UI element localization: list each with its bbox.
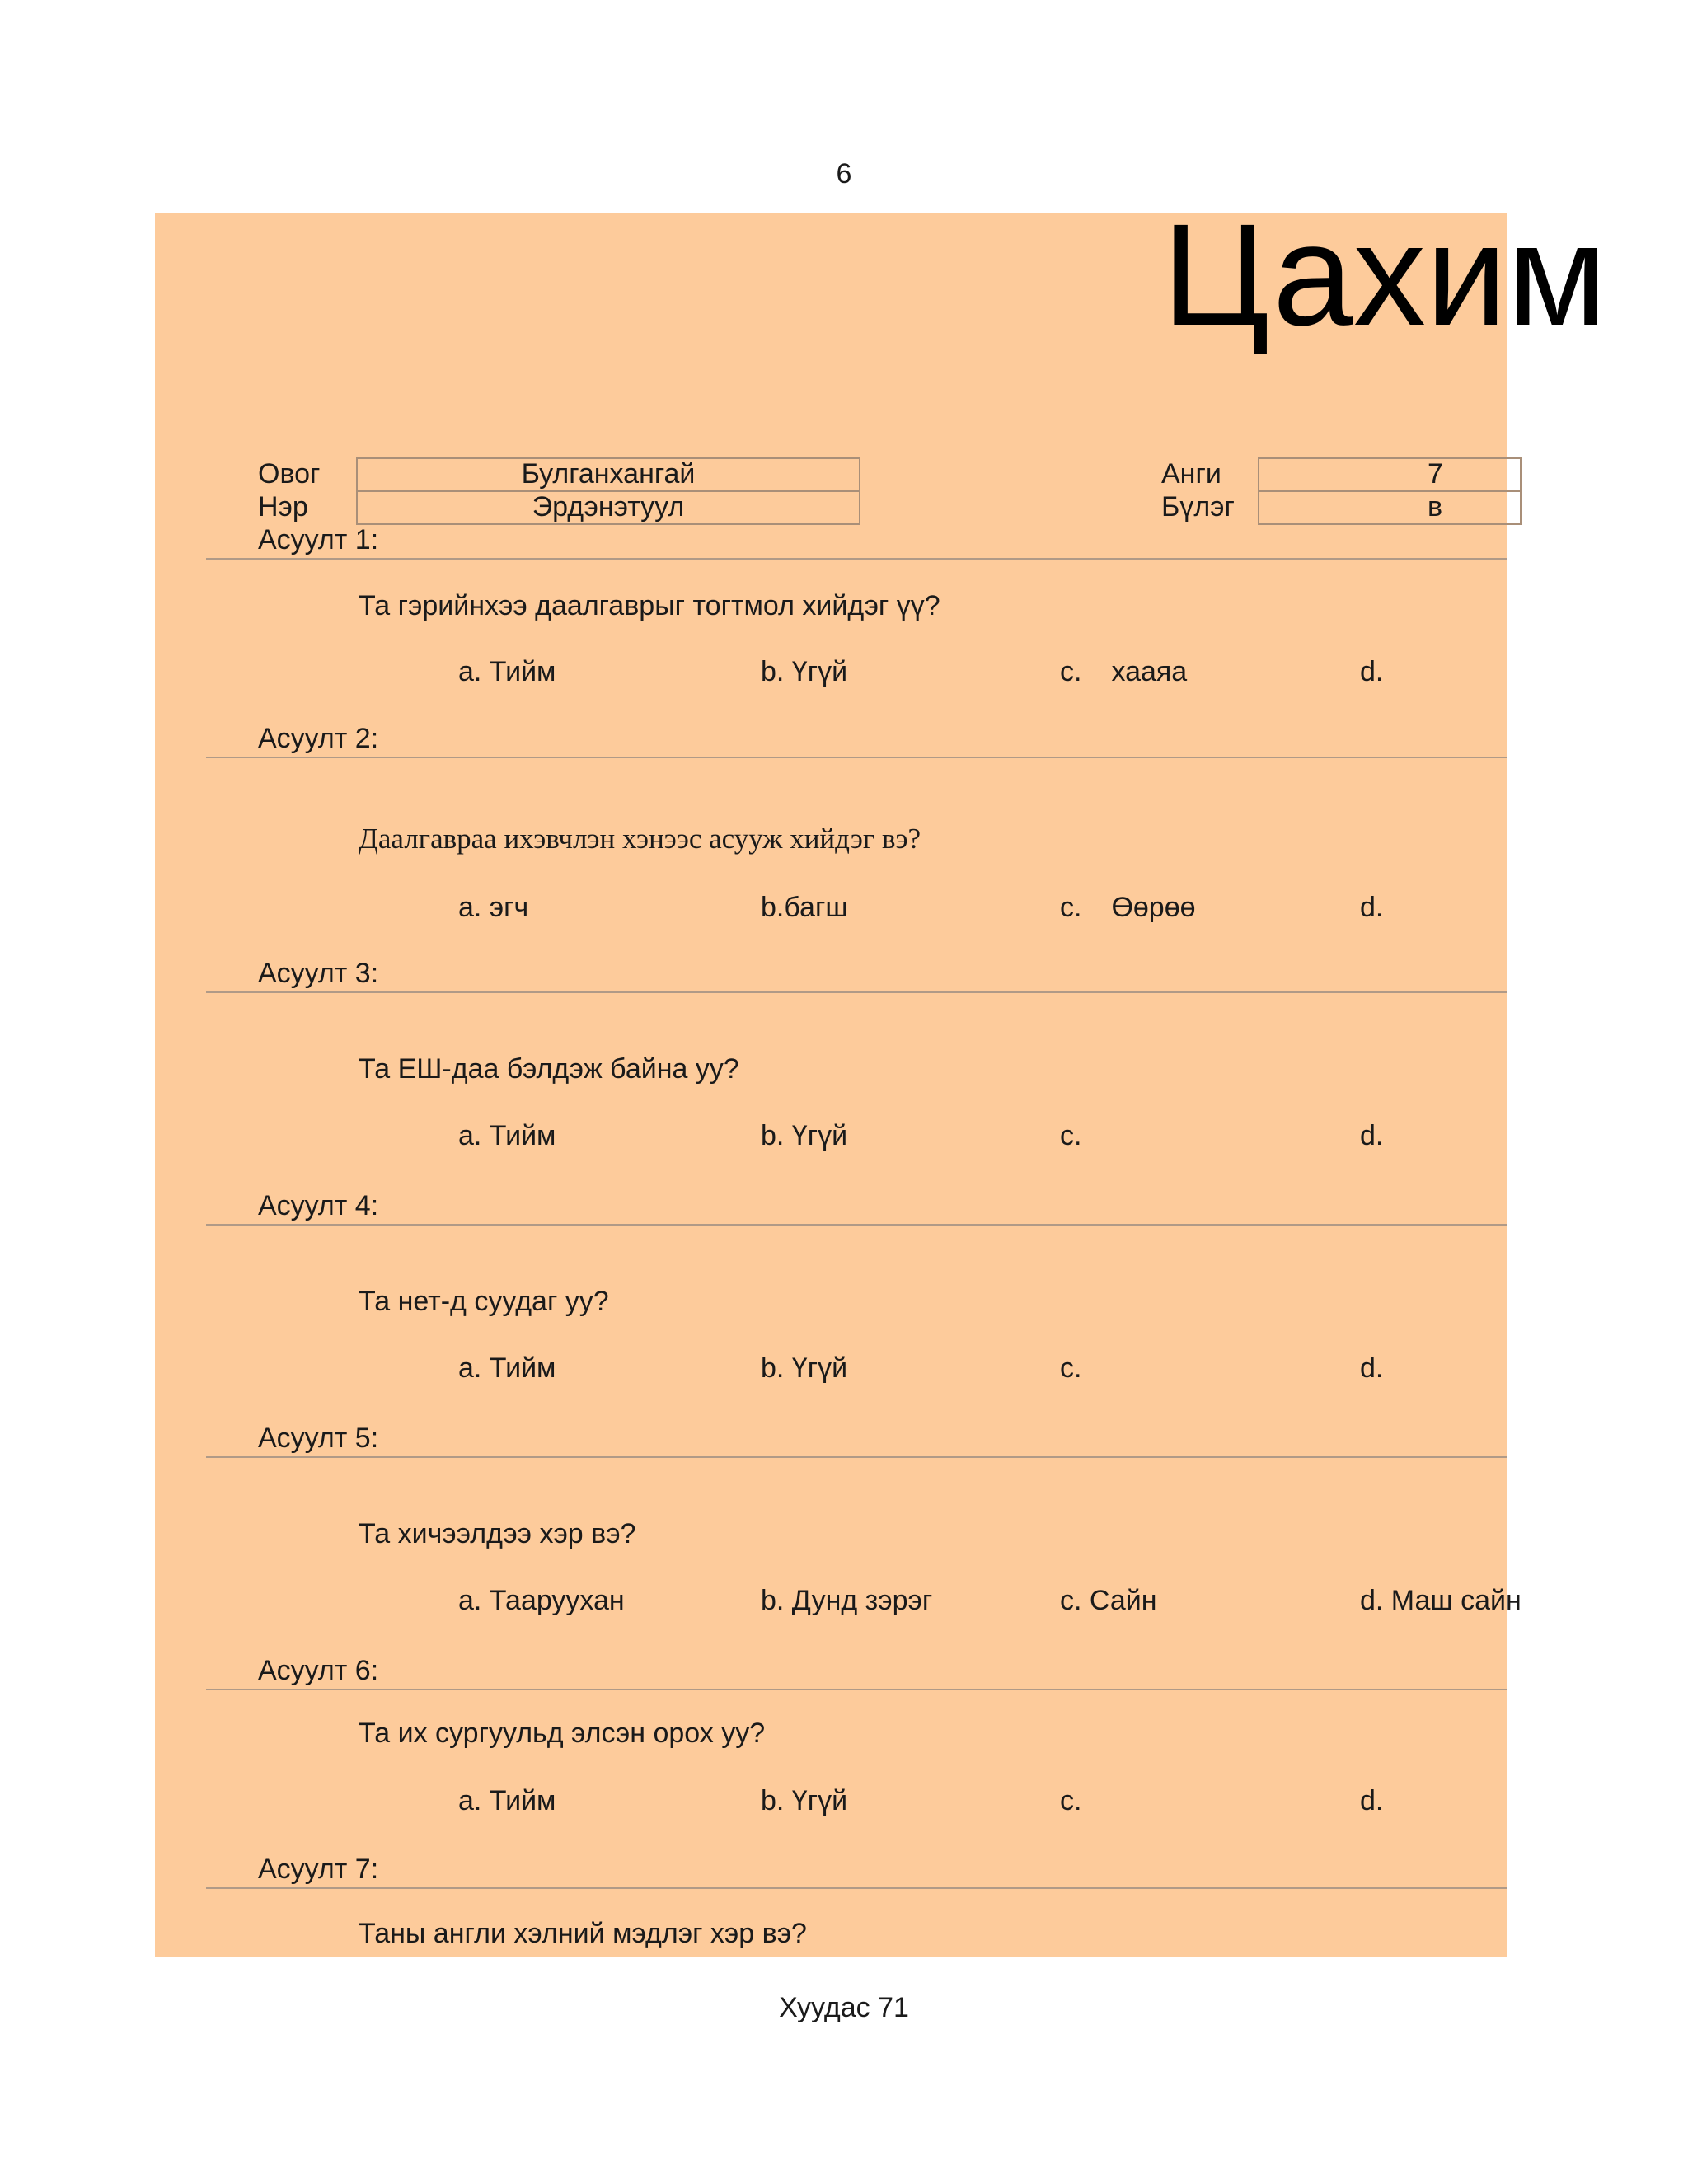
question-7: [155, 1853, 1507, 2083]
question-text: Даалгавраа ихэвчлэн хэнээс асууж хийдэг вэ?: [359, 823, 921, 855]
divider: [206, 757, 1507, 758]
group-field[interactable]: в: [1258, 490, 1522, 525]
question-2: [155, 722, 1507, 953]
option-c[interactable]: c. Сайн: [1060, 1585, 1157, 1616]
class-field[interactable]: 7: [1258, 457, 1522, 492]
question-text: Таны англи хэлний мэдлэг хэр вэ?: [359, 1918, 807, 1949]
question-text: Та ЕШ-даа бэлдэж байна уу?: [359, 1053, 739, 1085]
question-3: [155, 957, 1507, 1188]
option-a[interactable]: a. Тийм: [458, 1352, 556, 1384]
question-text: Та их сургуульд элсэн орох уу?: [359, 1718, 766, 1749]
group-label: Бүлэг: [1161, 491, 1235, 523]
divider: [206, 1887, 1507, 1889]
option-d[interactable]: d.: [1360, 1352, 1384, 1384]
question-label: Асуулт 1:: [258, 524, 379, 555]
option-a[interactable]: a. эгч: [458, 892, 529, 923]
divider: [206, 558, 1507, 560]
question-label: Асуулт 2:: [258, 723, 379, 754]
option-b[interactable]: b.багш: [761, 892, 848, 923]
question-4: [155, 1189, 1507, 1420]
name-label: Нэр: [258, 491, 308, 523]
name-field[interactable]: Эрдэнэтуул: [356, 490, 860, 525]
option-c[interactable]: c.: [1060, 1352, 1082, 1384]
divider: [206, 1456, 1507, 1458]
question-6: [155, 1654, 1507, 1885]
question-text: Та нет-д суудаг уу?: [359, 1286, 609, 1317]
divider: [206, 1689, 1507, 1690]
option-c[interactable]: c. Өөрөө: [1060, 892, 1196, 923]
divider: [206, 991, 1507, 993]
divider: [206, 1224, 1507, 1226]
surname-label: Овог: [258, 458, 321, 490]
class-label: Анги: [1161, 458, 1221, 490]
question-label: Асуулт 5:: [258, 1422, 379, 1454]
option-a[interactable]: a. Тааруухан: [458, 1585, 625, 1616]
option-b[interactable]: b. Үгүй: [761, 1352, 848, 1384]
surname-field[interactable]: Булганхангай: [356, 457, 860, 492]
option-b[interactable]: b. Үгүй: [761, 1120, 848, 1151]
option-b[interactable]: b. Үгүй: [761, 656, 848, 687]
question-text: Та гэрийнхээ даалгаврыг тогтмол хийдэг үү?: [359, 590, 940, 621]
option-c[interactable]: c.: [1060, 1785, 1082, 1816]
option-d[interactable]: d.: [1360, 1785, 1384, 1816]
sheet-title: Цахим: [1162, 194, 1607, 356]
option-d[interactable]: d. Маш сайн: [1360, 1585, 1522, 1616]
option-c[interactable]: c.: [1060, 1120, 1082, 1151]
question-label: Асуулт 3:: [258, 958, 379, 989]
question-1: [155, 523, 1507, 754]
question-label: Асуулт 7:: [258, 1854, 379, 1885]
question-5: [155, 1422, 1522, 1652]
option-a[interactable]: a. Тийм: [458, 1785, 556, 1816]
option-d[interactable]: d.: [1360, 1120, 1384, 1151]
option-d[interactable]: d.: [1360, 656, 1384, 687]
option-b[interactable]: b. Үгүй: [761, 1785, 848, 1816]
option-d[interactable]: d.: [1360, 892, 1384, 923]
option-b[interactable]: b. Дунд зэрэг: [761, 1585, 933, 1616]
questionnaire-sheet: [155, 194, 1607, 1957]
question-text: Та хичээлдээ хэр вэ?: [359, 1518, 636, 1549]
footer-page-label: Хуудас 71: [779, 1992, 909, 2023]
question-label: Асуулт 6:: [258, 1655, 379, 1686]
question-label: Асуулт 4:: [258, 1190, 379, 1221]
option-c[interactable]: c. хааяа: [1060, 656, 1188, 687]
page-number: 6: [836, 158, 852, 190]
option-a[interactable]: a. Тийм: [458, 656, 556, 687]
option-a[interactable]: a. Тийм: [458, 1120, 556, 1151]
